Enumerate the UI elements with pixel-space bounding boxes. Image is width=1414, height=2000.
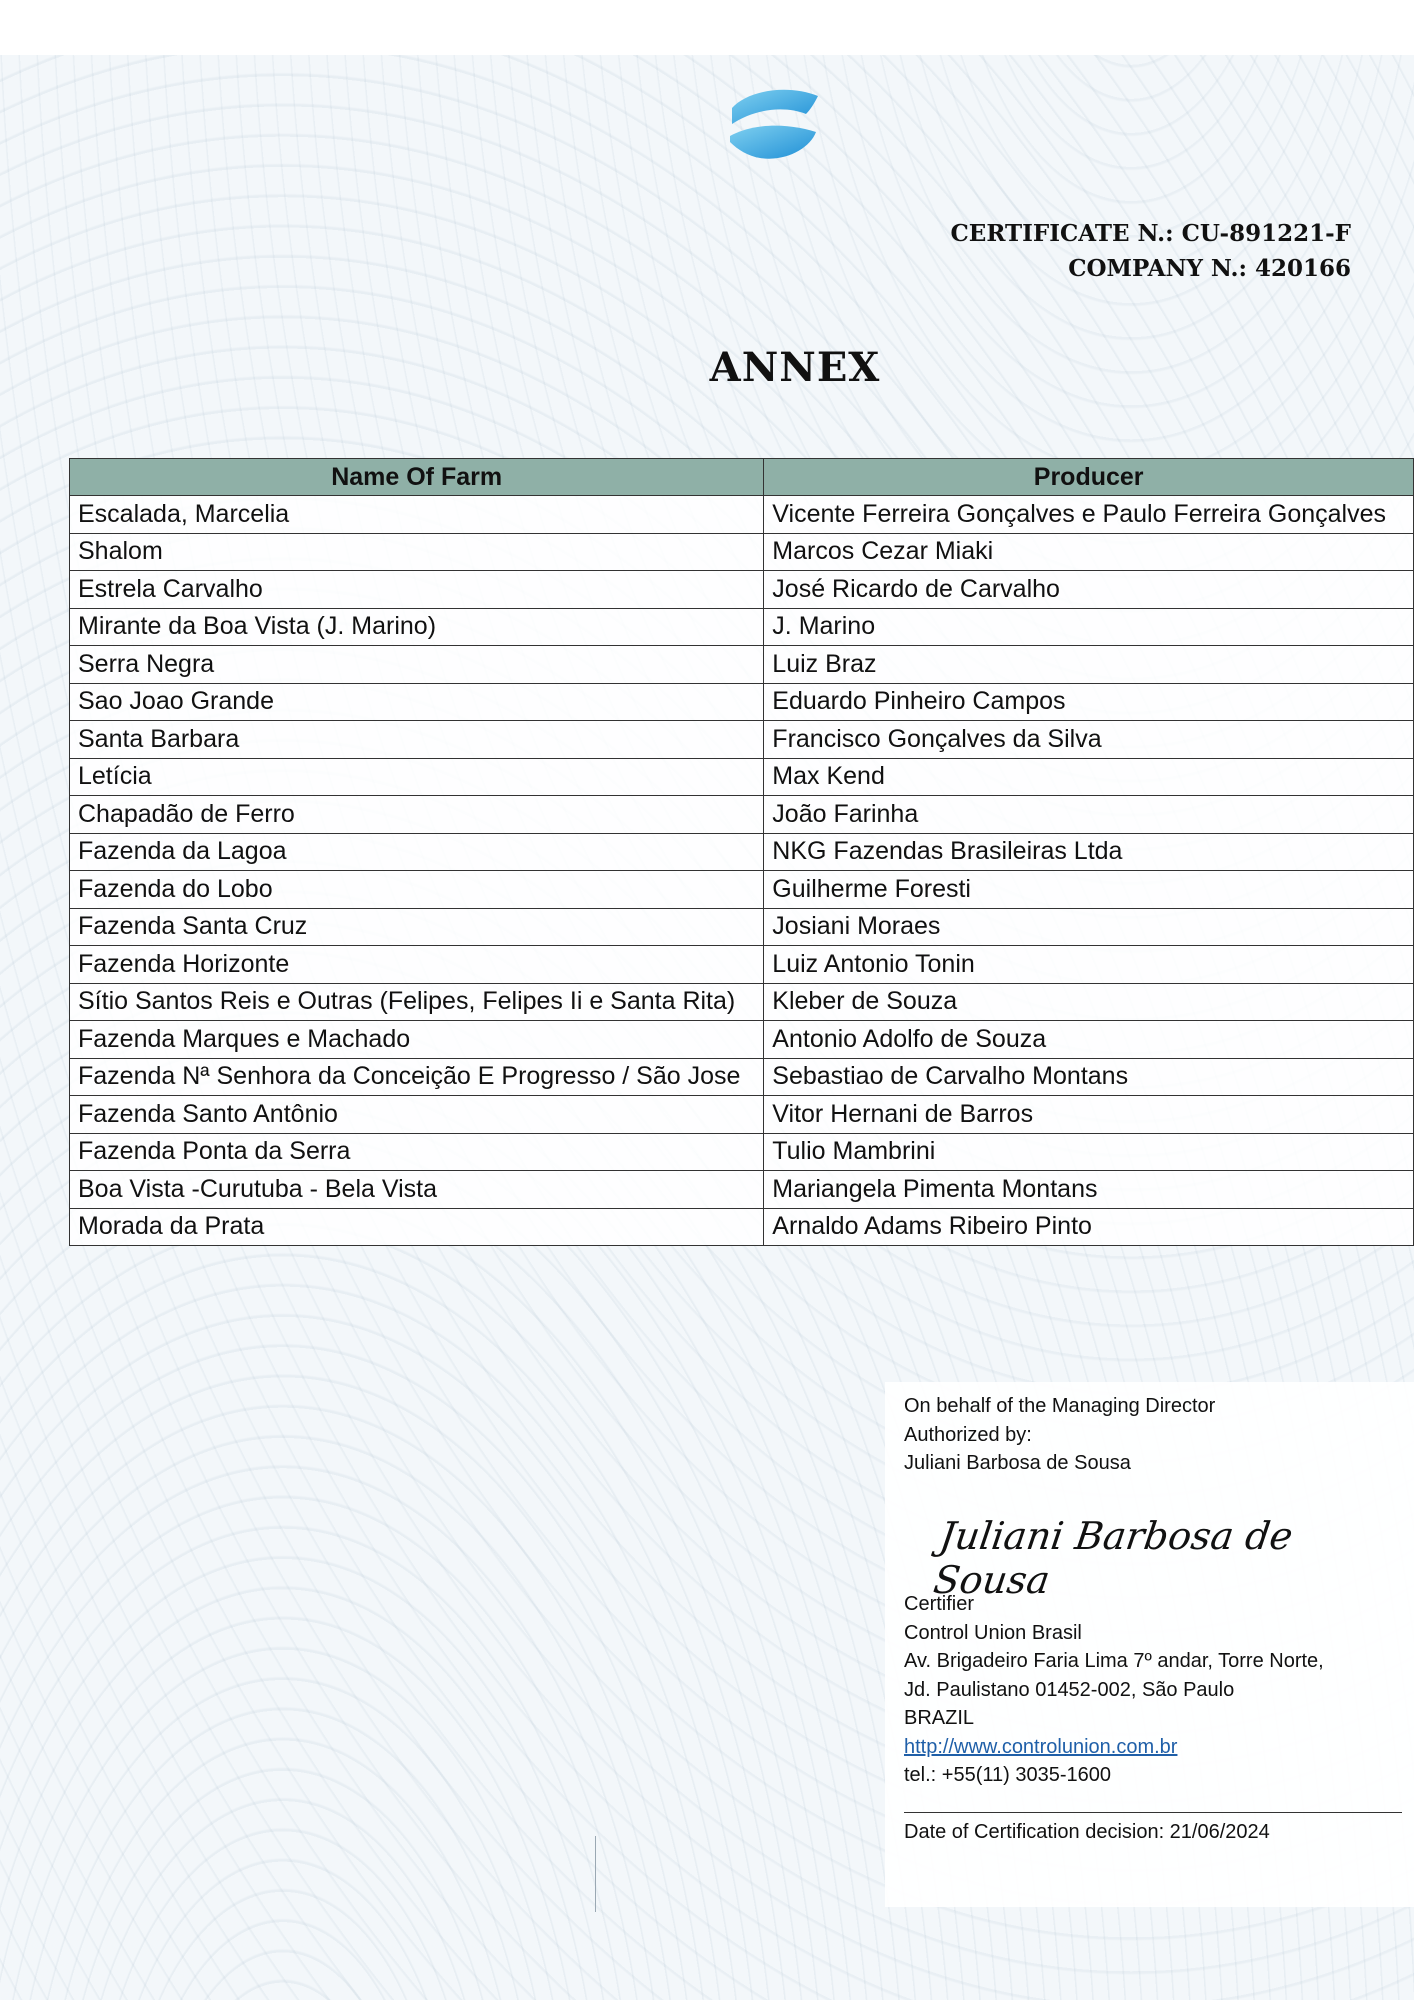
farm-name-cell: Morada da Prata	[70, 1208, 764, 1246]
certificate-info	[950, 216, 1351, 286]
table-row	[70, 1096, 1414, 1134]
table-row	[70, 533, 1414, 571]
date-divider	[904, 1812, 1402, 1813]
producer-cell: Kleber de Souza	[764, 983, 1414, 1021]
table-row	[70, 571, 1414, 609]
authorization-text	[904, 1392, 1404, 1478]
handwritten-signature: Juliani Barbosa de Sousa	[930, 1514, 1296, 1602]
farm-name-cell: Fazenda Santa Cruz	[70, 908, 764, 946]
address-line-1: Av. Brigadeiro Faria Lima 7º andar, Torre Norte,	[904, 1650, 1324, 1672]
producer-cell: Eduardo Pinheiro Campos	[764, 683, 1414, 721]
producer-cell: Antonio Adolfo de Souza	[764, 1021, 1414, 1059]
producer-cell: Marcos Cezar Miaki	[764, 533, 1414, 571]
header-producer: Producer	[764, 459, 1414, 496]
table-row	[70, 1021, 1414, 1059]
table-row	[70, 721, 1414, 759]
producer-cell: José Ricardo de Carvalho	[764, 571, 1414, 609]
authorized-by-line: Authorized by:	[904, 1423, 1032, 1446]
producer-cell: Guilherme Foresti	[764, 871, 1414, 909]
country: BRAZIL	[904, 1707, 975, 1729]
table-row	[70, 1208, 1414, 1246]
producer-cell: Arnaldo Adams Ribeiro Pinto	[764, 1208, 1414, 1246]
producer-cell: Luiz Antonio Tonin	[764, 946, 1414, 984]
certificate-number: CERTIFICATE N.: CU-891221-F	[950, 220, 1351, 247]
producer-cell: Francisco Gonçalves da Silva	[764, 721, 1414, 759]
producer-cell: Josiani Moraes	[764, 908, 1414, 946]
producer-cell: Sebastiao de Carvalho Montans	[764, 1058, 1414, 1096]
table-row	[70, 1133, 1414, 1171]
signature-panel	[885, 1382, 1414, 1907]
table-row	[70, 758, 1414, 796]
farm-name-cell: Estrela Carvalho	[70, 571, 764, 609]
farm-name-cell: Boa Vista -Curutuba - Bela Vista	[70, 1171, 764, 1209]
phone: tel.: +55(11) 3035-1600	[904, 1764, 1112, 1786]
farm-name-cell: Santa Barbara	[70, 721, 764, 759]
certifier-role: Certifier	[904, 1593, 975, 1615]
farm-name-cell: Letícia	[70, 758, 764, 796]
producer-cell: Mariangela Pimenta Montans	[764, 1171, 1414, 1209]
farm-name-cell: Fazenda Horizonte	[70, 946, 764, 984]
farm-name-cell: Sao Joao Grande	[70, 683, 764, 721]
farm-producer-table	[69, 458, 1414, 1246]
producer-cell: João Farinha	[764, 796, 1414, 834]
table-row	[70, 908, 1414, 946]
certification-date: Date of Certification decision: 21/06/2024	[904, 1821, 1270, 1843]
producer-cell: Vitor Hernani de Barros	[764, 1096, 1414, 1134]
table-row	[70, 646, 1414, 684]
farm-name-cell: Shalom	[70, 533, 764, 571]
certifier-org: Control Union Brasil	[904, 1621, 1082, 1644]
signatory-name: Juliani Barbosa de Sousa	[904, 1452, 1131, 1474]
farm-name-cell: Sítio Santos Reis e Outras (Felipes, Felipes Ii e Santa Rita)	[70, 983, 764, 1021]
table-body	[70, 496, 1414, 1246]
producer-cell: Vicente Ferreira Gonçalves e Paulo Ferreira Gonçalves	[764, 496, 1414, 534]
farm-name-cell: Fazenda Marques e Machado	[70, 1021, 764, 1059]
table-row	[70, 796, 1414, 834]
table-row	[70, 833, 1414, 871]
control-union-logo-icon	[726, 84, 822, 162]
farm-name-cell: Escalada, Marcelia	[70, 496, 764, 534]
table-row	[70, 871, 1414, 909]
farm-name-cell: Fazenda Ponta da Serra	[70, 1133, 764, 1171]
decorative-divider	[595, 1836, 596, 1912]
producer-cell: NKG Fazendas Brasileiras Ltda	[764, 833, 1414, 871]
producer-cell: Max Kend	[764, 758, 1414, 796]
farm-name-cell: Fazenda Nª Senhora da Conceição E Progresso / São Jose	[70, 1058, 764, 1096]
producer-cell: Luiz Braz	[764, 646, 1414, 684]
farm-name-cell: Chapadão de Ferro	[70, 796, 764, 834]
farm-name-cell: Fazenda da Lagoa	[70, 833, 764, 871]
table-row	[70, 1058, 1414, 1096]
table-row	[70, 1171, 1414, 1209]
company-number: COMPANY N.: 420166	[1068, 255, 1351, 282]
header-name-of-farm: Name Of Farm	[70, 459, 764, 496]
farm-name-cell: Mirante da Boa Vista (J. Marino)	[70, 608, 764, 646]
farm-name-cell: Fazenda Santo Antônio	[70, 1096, 764, 1134]
address-line-2: Jd. Paulistano 01452-002, São Paulo	[904, 1678, 1235, 1701]
table-row	[70, 946, 1414, 984]
table-header-row	[70, 459, 1414, 496]
on-behalf-line: On behalf of the Managing Director	[904, 1395, 1216, 1417]
farm-name-cell: Serra Negra	[70, 646, 764, 684]
table-row	[70, 608, 1414, 646]
producer-cell: J. Marino	[764, 608, 1414, 646]
producer-cell: Tulio Mambrini	[764, 1133, 1414, 1171]
table-row	[70, 983, 1414, 1021]
table-row	[70, 683, 1414, 721]
website-link[interactable]: http://www.controlunion.com.br	[904, 1735, 1178, 1758]
certifier-details	[904, 1590, 1404, 1790]
farm-name-cell: Fazenda do Lobo	[70, 871, 764, 909]
page-title: ANNEX	[709, 344, 881, 391]
table-row	[70, 496, 1414, 534]
